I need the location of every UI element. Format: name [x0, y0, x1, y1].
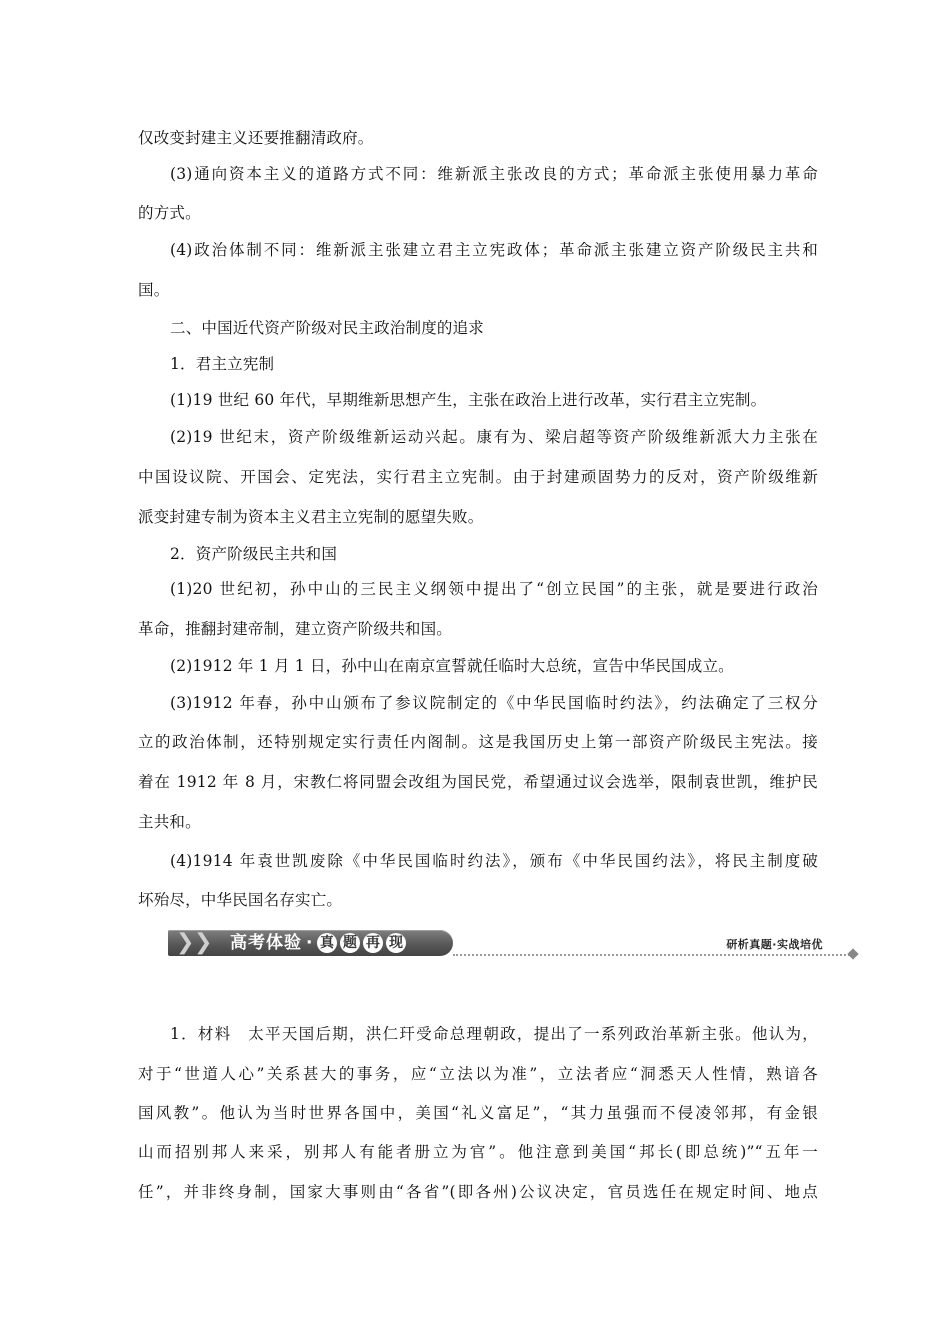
paragraph-line: 派变封建专制为资本主义君主立宪制的愿望失败。 — [138, 508, 484, 526]
chevron-right-icon: ❯ — [176, 930, 195, 955]
banner-circle-char: 题 — [340, 933, 360, 953]
question-line: 任”，并非终身制，国家大事则由“各省”(即各州)公议决定，官员选任在规定时间、地点 — [138, 1183, 818, 1201]
banner-title — [230, 932, 409, 954]
banner-title-dot: · — [306, 933, 314, 953]
paragraph-line: (3)1912 年春，孙中山颁布了参议院制定的《中华民国临时约法》，约法确定了三权分 — [170, 694, 818, 712]
banner-circle-char: 现 — [386, 933, 406, 953]
paragraph-line: 中国设议院、开国会、定宪法，实行君主立宪制。由于封建顽固势力的反对，资产阶级维新 — [138, 468, 818, 486]
banner-circle-char: 真 — [317, 933, 337, 953]
paragraph-line: 主共和。 — [138, 813, 201, 831]
paragraph-line: (1)19 世纪 60 年代，早期维新思想产生，主张在政治上进行改革，实行君主立宪制。 — [170, 391, 767, 409]
paragraph-line: (3)通向资本主义的道路方式不同：维新派主张改良的方式；革命派主张使用暴力革命 — [170, 165, 818, 183]
chevron-right-icon: ❯ — [194, 930, 213, 955]
paragraph-line: (2)19 世纪末，资产阶级维新运动兴起。康有为、梁启超等资产阶级维新派大力主张在 — [170, 428, 818, 446]
section-heading: 二、中国近代资产阶级对民主政治制度的追求 — [170, 319, 485, 337]
question-line: 1．材料 太平天国后期，洪仁玕受命总理朝政，提出了一系列政治革新主张。他认为， — [170, 1025, 818, 1043]
paragraph-line: 立的政治体制，还特别规定实行责任内阁制。这是我国历史上第一部资产阶级民主宪法。接 — [138, 733, 818, 751]
diamond-icon — [847, 948, 858, 959]
paragraph-line: 坏殆尽，中华民国名存实亡。 — [138, 891, 343, 909]
paragraph-line: 着在 1912 年 8 月，宋教仁将同盟会改组为国民党，希望通过议会选举，限制袁世凯，维护民 — [138, 773, 818, 791]
banner-subtitle: 研析真题·实战培优 — [726, 938, 823, 951]
paragraph-line: 国。 — [138, 281, 170, 299]
paragraph-line: (1)20 世纪初，孙中山的三民主义纲领中提出了“创立民国”的主张，就是要进行政治 — [170, 580, 818, 598]
paragraph-line: (2)1912 年 1 月 1 日，孙中山在南京宣誓就任临时大总统，宣告中华民国成立。 — [170, 657, 734, 675]
paragraph-line: (4)1914 年袁世凯废除《中华民国临时约法》，颁布《中华民国约法》，将民主制度破 — [170, 852, 818, 870]
question-line: 山而招别邦人来采，别邦人有能者册立为官”。他注意到美国“邦长(即总统)”“五年一 — [138, 1143, 818, 1161]
subsection-heading: 1．君主立宪制 — [170, 355, 275, 373]
question-line: 国风教”。他认为当时世界各国中，美国“礼义富足”，“其力虽强而不侵凌邻邦，有金银 — [138, 1104, 818, 1122]
banner-bar — [168, 930, 453, 956]
banner-dotted-line — [453, 954, 853, 956]
paragraph-line: 革命，推翻封建帝制，建立资产阶级共和国。 — [138, 620, 453, 638]
paragraph-line: 的方式。 — [138, 204, 201, 222]
banner-title-text: 高考体验 — [230, 933, 302, 953]
section-banner — [168, 930, 863, 958]
banner-circle-char: 再 — [363, 933, 383, 953]
paragraph-line: (4)政治体制不同：维新派主张建立君主立宪政体；革命派主张建立资产阶级民主共和 — [170, 241, 818, 259]
question-line: 对于“世道人心”关系甚大的事务，应“立法以为准”，立法者应“洞悉天人性情，熟谙各 — [138, 1065, 818, 1083]
paragraph-line: 仅改变封建主义还要推翻清政府。 — [138, 129, 374, 147]
subsection-heading: 2．资产阶级民主共和国 — [170, 545, 338, 563]
